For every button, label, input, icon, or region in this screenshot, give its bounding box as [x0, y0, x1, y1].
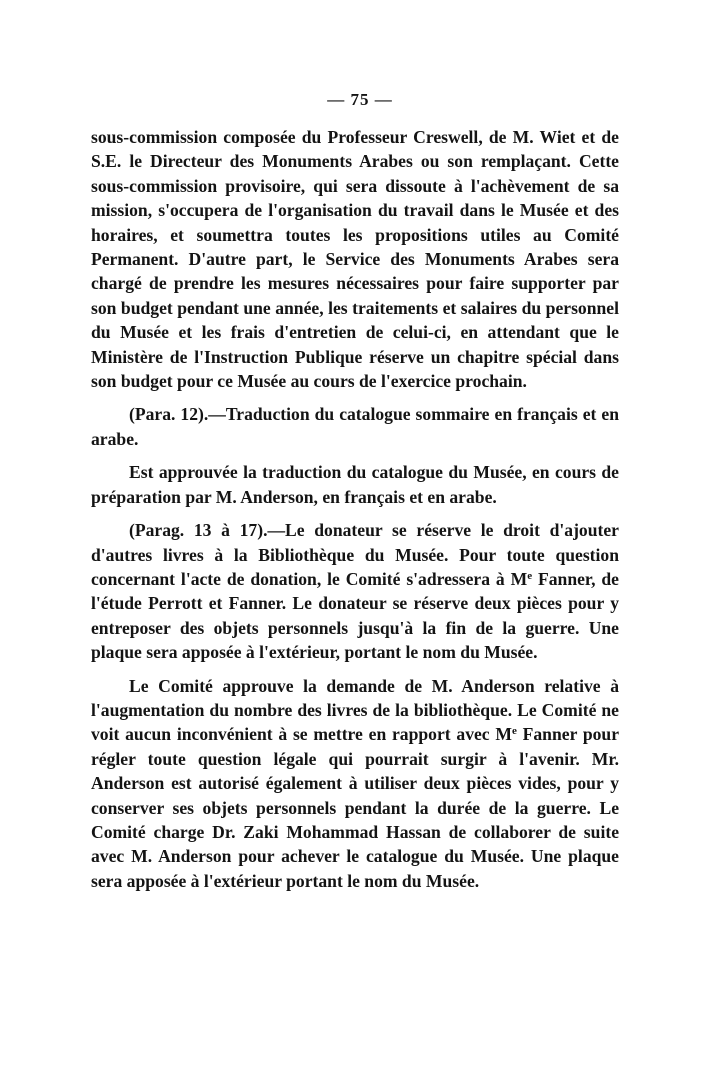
paragraph-text-part: Fanner, de l'étude Perrott et Fanner. Le donateur se réserve deux pièces pour y entreposer des objets personnels jusqu'à la fin de la guerre. Une plaque sera apposée à l'extérieur, portant le nom du Musée. [91, 568, 619, 663]
body-text [91, 125, 619, 893]
paragraph-text-part: Le Comité approuve la demande de M. Anderson relative à l'augmentation du nombre des livres de la bibliothèque. Le Comité ne voit aucun inconvénient à se mettre en rapport avec M [91, 675, 619, 745]
paragraph-parag-13-17 [91, 518, 619, 664]
paragraph-continuation: sous-commission composée du Professeur Creswell, de M. Wiet et de S.E. le Directeur des Monuments Arabes ou son remplaçant. Cette sous-commission provisoire, qui sera dissoute à l'achèvement de sa mission, s'occupera de l'organisation du travail dans le Musée et des horaires, et soumettra toutes les propositions utiles au Comité Permanent. D'autre part, le Service des Monuments Arabes sera chargé de prendre les mesures nécessaires pour faire supporter par son budget pendant une année, les traitements et salaires du personnel du Musée et les frais d'entretien de celui-ci, en attendant que le Ministère de l'Instruction Publique réserve un chapitre spécial dans son budget pour ce Musée au cours de l'exercice prochain. [91, 127, 619, 392]
paragraph-committee-approval [91, 674, 619, 894]
paragraph-translation-approval: Est approuvée la traduction du catalogue du Musée, en cours de préparation par M. Anderson, en français et en arabe. [91, 462, 619, 507]
superscript-e: e [511, 725, 517, 738]
paragraph-para-12-heading: (Para. 12).—Traduction du catalogue sommaire en français et en arabe. [91, 404, 619, 449]
page-number: — 75 — [327, 90, 393, 109]
superscript-e: e [527, 569, 533, 582]
paragraph-text-part: (Parag. 13 à 17).—Le donateur se réserve le droit d'ajouter d'autres livres à la Bibliothèque du Musée. Pour toute question concernant l'acte de donation, le Comité s'adressera à M [91, 520, 619, 589]
paragraph-text-part: Fanner pour régler toute question légale qui pourrait surgir à l'avenir. Mr. Anderson est autorisé également à utiliser deux pièces vides, pour y conserver ses objets personnels pendant la durée de la guerre. Le Comité charge Dr. Zaki Mohammad Hassan de collaborer de suite avec M. Anderson pour achever le catalogue du Musée. Une plaque sera apposée à l'extérieur portant le nom du Musée. [91, 724, 619, 891]
